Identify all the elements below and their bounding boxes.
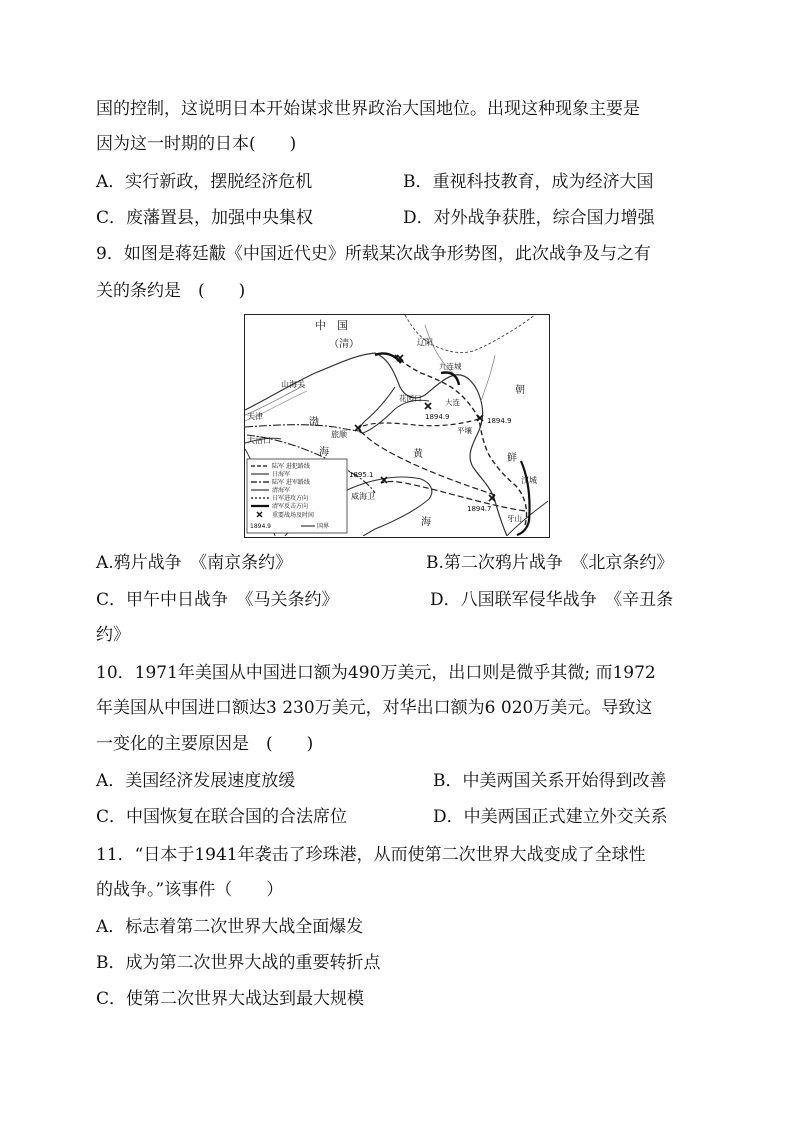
map-label-jiulian: 九连城 bbox=[439, 362, 462, 371]
map-label-xian: 鲜 bbox=[507, 453, 517, 464]
legend-entry-6: 清军反击方向 bbox=[272, 503, 309, 510]
q8-option-d[interactable]: D．对外战争获胜，综合国力增强 bbox=[403, 208, 655, 228]
legend-entry-5: 日军进攻方向 bbox=[272, 495, 309, 502]
q10-stem-line1: 10．1971年美国从中国进口额为490万美元，出口则是微乎其微; 而1972 bbox=[96, 663, 656, 683]
q9-option-a[interactable]: A.鸦片战争 《南京条约》 bbox=[96, 553, 293, 573]
legend-entry-3: 陆军 进军路线 bbox=[272, 479, 310, 486]
map-date-1: 1894.9 bbox=[425, 413, 450, 421]
map-label-yashan: 牙山 bbox=[507, 514, 522, 523]
q9-option-d[interactable]: D．八国联军侵华战争 《辛丑条 bbox=[430, 590, 674, 610]
map-label-lushun: 旅顺 bbox=[331, 430, 347, 439]
legend-entry-2: 日海军 bbox=[272, 471, 291, 478]
legend-entry-7: 重要战场及时间 bbox=[272, 512, 315, 519]
q10-option-c[interactable]: C．中国恢复在联合国的合法席位 bbox=[96, 807, 348, 827]
q8-stem-line1: 国的控制，这说明日本开始谋求世界政治大国地位。出现这种现象主要是 bbox=[96, 99, 640, 119]
map-label-shanhaiguan: 山海关 bbox=[281, 380, 305, 389]
qing-counter-arrow bbox=[375, 353, 401, 363]
map-legend bbox=[247, 459, 347, 533]
q8-option-b[interactable]: B．重视科技教育，成为经济大国 bbox=[403, 172, 654, 192]
map-label-dagukou: 大沽口 bbox=[247, 436, 271, 445]
coastline-north bbox=[245, 353, 455, 410]
war-situation-map bbox=[244, 314, 550, 538]
q10-stem-line3: 一变化的主要原因是 ( ) bbox=[96, 734, 314, 754]
map-label-hai1: 海 bbox=[319, 447, 329, 458]
route-japan-army-2 bbox=[395, 355, 479, 419]
battle-markers bbox=[355, 355, 495, 501]
q11-option-b[interactable]: B．成为第二次世界大战的重要转折点 bbox=[96, 953, 381, 973]
map-date-3: 1895.1 bbox=[349, 471, 374, 479]
map-date-2: 1894.9 bbox=[487, 417, 512, 425]
q9-stem-line1: 9．如图是蒋廷黻《中国近代史》所载某次战争形势图，此次战争及与之有 bbox=[96, 244, 651, 264]
q10-option-b[interactable]: B．中美两国关系开始得到改善 bbox=[433, 771, 667, 791]
q8-option-a[interactable]: A．实行新政，摆脱经济危机 bbox=[96, 172, 313, 192]
q10-option-d[interactable]: D．中美两国正式建立外交关系 bbox=[433, 807, 668, 827]
route-japan-navy bbox=[357, 427, 495, 495]
map-date-4: 1894.7 bbox=[467, 505, 492, 513]
legend-date: 1894.9 bbox=[250, 523, 271, 530]
map-label-bo: 渤 bbox=[309, 417, 319, 428]
q9-stem-line2: 关的条约是 ( ) bbox=[96, 281, 246, 301]
q10-option-a[interactable]: A．美国经济发展速度放缓 bbox=[96, 771, 296, 791]
q11-option-a[interactable]: A．标志着第二次世界大战全面爆发 bbox=[96, 917, 364, 937]
legend-entry-4: 清海军 bbox=[272, 487, 291, 494]
map-label-weihaiwei: 威海卫 bbox=[351, 492, 375, 501]
q10-stem-line2: 年美国从中国进口额达3 230万美元，对华出口额为6 020万美元。导致这 bbox=[96, 698, 653, 718]
q9-option-d-cont: 约》 bbox=[96, 625, 130, 645]
legend-entry-1: 陆军 进犯路线 bbox=[272, 463, 310, 470]
q11-option-c[interactable]: C．使第二次世界大战达到最大规模 bbox=[96, 989, 365, 1009]
legend-entry-8: 国界 bbox=[317, 523, 330, 530]
map-label-liaoyang: 辽阳 bbox=[417, 338, 433, 347]
map-label-dalian: 大连 bbox=[445, 398, 460, 407]
q11-stem-line2: 的战争。”该事件（ ） bbox=[96, 880, 284, 900]
q11-stem-line1: 11．“日本于1941年袭击了珍珠港，从而使第二次世界大战变成了全球性 bbox=[96, 845, 646, 865]
map-label-pingrang: 平壤 bbox=[457, 426, 472, 435]
map-label-china: 中 国 bbox=[315, 319, 348, 332]
map-label-chao: 朝 bbox=[515, 385, 525, 396]
map-label-huang: 黄 bbox=[413, 449, 423, 460]
map-label-hai2: 海 bbox=[421, 517, 431, 528]
q8-option-c[interactable]: C．废藩置县，加强中央集权 bbox=[96, 208, 314, 228]
q9-option-c[interactable]: C．甲午中日战争 《马关条约》 bbox=[96, 590, 339, 610]
map-label-qing: （清） bbox=[329, 339, 359, 350]
map-label-huayuankou: 花园口 bbox=[399, 394, 422, 403]
map-label-tianjin: 天津 bbox=[247, 412, 263, 421]
q8-stem-line2: 因为这一时期的日本( ) bbox=[96, 134, 297, 154]
q9-option-b[interactable]: B.第二次鸦片战争 《北京条约》 bbox=[426, 553, 674, 573]
map-label-hancheng: 汉城 bbox=[521, 476, 537, 485]
